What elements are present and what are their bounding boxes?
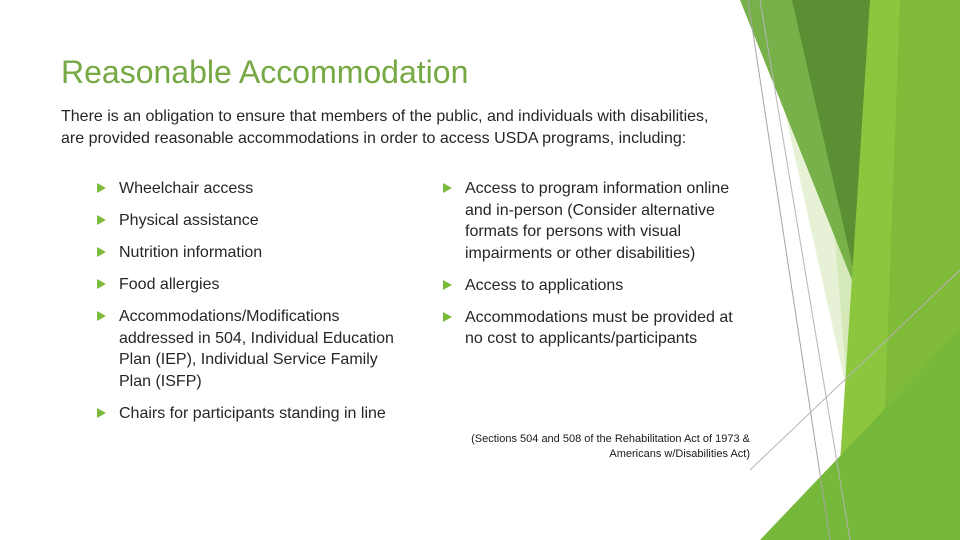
list-item xyxy=(97,242,397,264)
bullet-arrow-icon xyxy=(97,408,106,418)
list-item-text: Accommodations must be provided at no cost to applicants/participants xyxy=(465,308,733,347)
list-item xyxy=(97,178,397,200)
intro-paragraph: There is an obligation to ensure that members of the public, and individuals with disabilities, are provided reasonable accommodations in order to access USDA programs, including: xyxy=(61,108,709,147)
bullet-arrow-icon xyxy=(443,280,452,290)
list-item-text: Chairs for participants standing in line xyxy=(119,404,386,422)
list-item xyxy=(97,306,397,392)
list-item xyxy=(443,275,748,297)
slide-title: Reasonable Accommodation xyxy=(61,54,469,90)
list-item-text: Food allergies xyxy=(119,276,220,293)
list-item xyxy=(443,307,748,350)
list-item-text: Access to applications xyxy=(465,276,624,294)
list-item-text: Nutrition information xyxy=(119,244,263,261)
list-item-text: Physical assistance xyxy=(119,212,259,229)
list-item xyxy=(97,274,397,296)
bullet-arrow-icon xyxy=(97,279,106,289)
bullet-arrow-icon xyxy=(443,312,452,322)
bullet-arrow-icon xyxy=(97,247,106,257)
bullet-arrow-icon xyxy=(97,183,106,193)
list-item xyxy=(443,178,748,264)
list-item-text: Accommodations/Modifications addressed in 504, Individual Education Plan (IEP), Individual Service Family Plan (ISFP) xyxy=(119,308,394,390)
left-bullet-list xyxy=(97,178,397,435)
right-bullet-list xyxy=(443,178,748,360)
list-item xyxy=(97,210,397,232)
bullet-arrow-icon xyxy=(443,183,452,193)
list-item xyxy=(97,403,397,425)
legal-footnote: (Sections 504 and 508 of the Rehabilitation Act of 1973 & Americans w/Disabilities Act) xyxy=(471,433,750,460)
bullet-arrow-icon xyxy=(97,311,106,321)
bullet-arrow-icon xyxy=(97,215,106,225)
list-item-text: Access to program information online and in-person (Consider alternative formats for persons with visual impairments or other disabilities) xyxy=(465,180,730,262)
list-item-text: Wheelchair access xyxy=(119,180,254,197)
